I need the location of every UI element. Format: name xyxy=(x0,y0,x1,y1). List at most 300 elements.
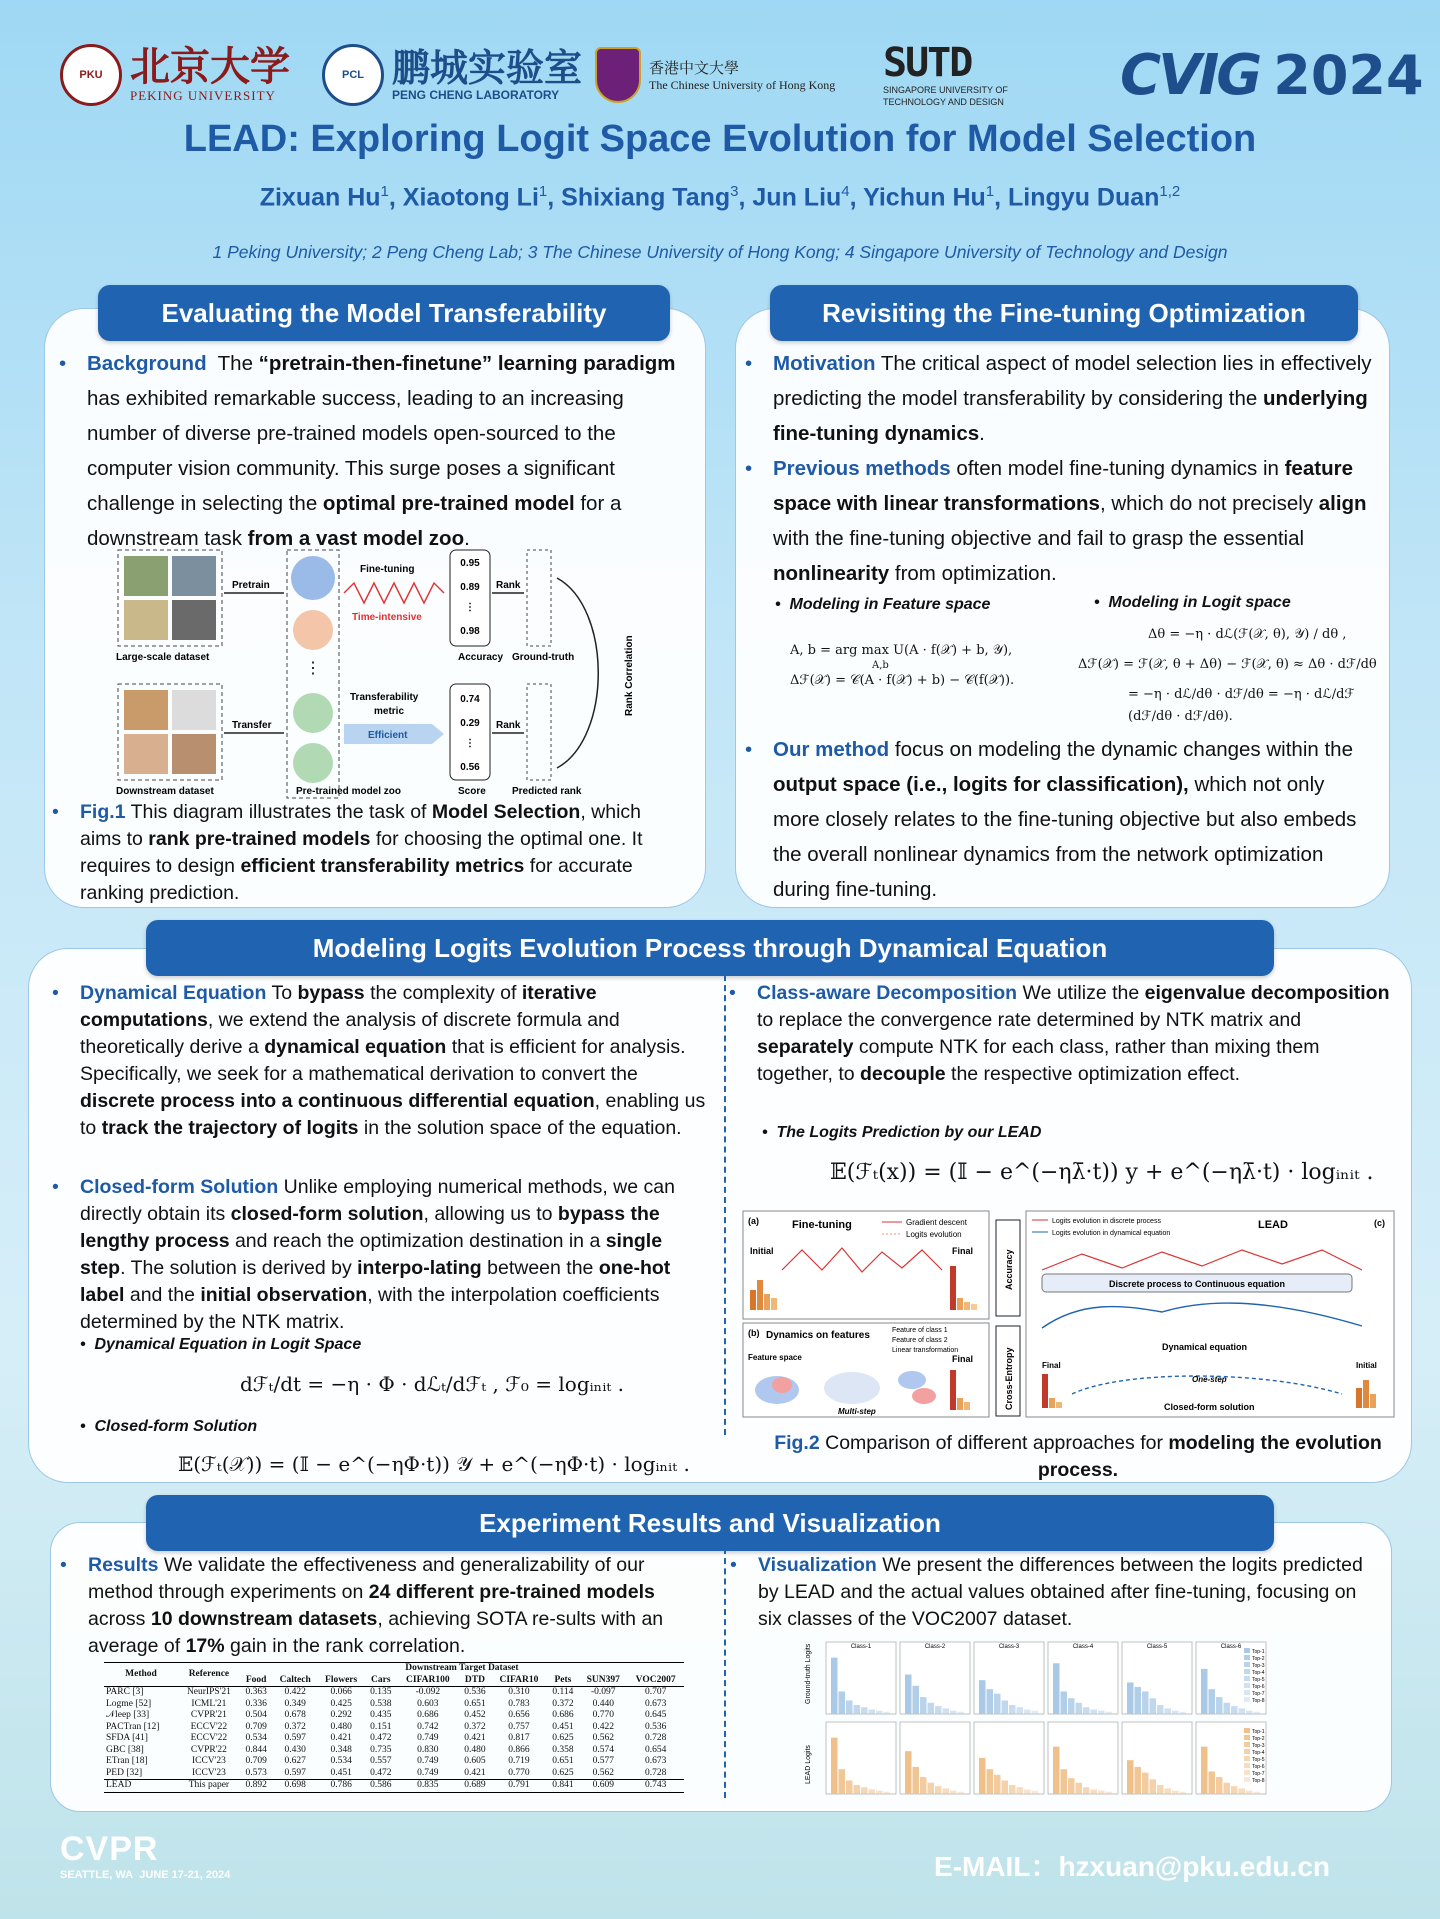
text-run: The xyxy=(217,352,259,375)
logit-bar xyxy=(1157,1785,1164,1794)
bullet-label: Closed-form Solution xyxy=(80,1176,279,1198)
contact-email[interactable]: E-MAIL：hzxuan@pku.edu.cn xyxy=(934,1851,1330,1882)
logit-bar xyxy=(1002,1700,1009,1714)
table-cell: 0.627 xyxy=(284,1756,306,1766)
bold-run: single step xyxy=(80,1230,663,1279)
cvpr-date: JUNE 17-21, 2024 xyxy=(139,1869,231,1881)
initial-label: Initial xyxy=(1356,1361,1377,1370)
table-cell: This paper xyxy=(188,1780,230,1790)
feature-space-label: • Modeling in Feature space xyxy=(775,596,991,613)
logit-bar xyxy=(1209,1771,1216,1794)
legend-label: Top-2 xyxy=(1252,1656,1265,1662)
column-divider xyxy=(724,975,726,1435)
text-run: the respective optimization effect. xyxy=(945,1063,1241,1085)
table-cell: Logme [52] xyxy=(106,1698,152,1709)
table-cell: 0.292 xyxy=(330,1710,352,1720)
table-cell: 0.451 xyxy=(330,1767,352,1778)
closed-form-label: Closed-form solution xyxy=(1164,1402,1255,1412)
text-run: , achieving SOTA re-sults with an average of xyxy=(88,1608,664,1657)
table-column-header: Flowers xyxy=(325,1674,358,1685)
table-cell: 0.651 xyxy=(552,1756,574,1766)
table-cell: -0.092 xyxy=(415,1687,441,1697)
table-cell: 0.770 xyxy=(508,1767,530,1778)
class-title: Class-5 xyxy=(1146,1644,1168,1650)
bold-run: nonlinearity xyxy=(773,562,890,585)
text-run: compute NTK for each class, rather than mixing them together, to xyxy=(757,1036,1320,1085)
table-cell: ECCV'22 xyxy=(190,1733,228,1743)
text-run: and reach the optimization destination in a xyxy=(229,1230,606,1252)
cuhk-name-en: The Chinese University of Hong Kong xyxy=(649,78,836,92)
table-cell: 0.757 xyxy=(508,1721,530,1732)
text-run: focus on modeling the dynamic changes within the xyxy=(889,738,1353,761)
text-run: We validate the effectiveness and generalizability of our method through experiments on xyxy=(88,1554,645,1603)
logit-bar xyxy=(854,1785,861,1794)
pretrain-label: Pretrain xyxy=(232,580,270,591)
legend-discrete-label: Logits evolution in discrete process xyxy=(1052,1218,1161,1225)
downstream-dataset-label: Downstream dataset xyxy=(116,786,214,797)
logit-bar xyxy=(1209,1689,1216,1714)
table-cell: 0.749 xyxy=(417,1756,439,1766)
logit-bar xyxy=(950,1711,957,1714)
class-title: Class-3 xyxy=(998,1644,1020,1650)
dataset-image xyxy=(172,734,216,774)
logit-bar xyxy=(846,1700,853,1714)
legend-label: Top-4 xyxy=(1252,1670,1265,1676)
table-cell: PARC [3] xyxy=(106,1687,144,1697)
table-cell: 0.866 xyxy=(508,1744,530,1755)
panel-letter: (b) xyxy=(748,1328,760,1338)
text-run: gain in the rank correlation. xyxy=(224,1635,466,1657)
class-title: Class-2 xyxy=(924,1644,946,1650)
multi-step-label: Multi-step xyxy=(838,1407,876,1416)
logit-bar xyxy=(869,1789,876,1794)
table-cell: 0.430 xyxy=(284,1744,306,1755)
table-cell: 0.422 xyxy=(284,1687,306,1697)
bold-run: interpo-lating xyxy=(357,1257,482,1279)
logit-bar xyxy=(935,1786,942,1794)
table-cell: 0.686 xyxy=(552,1710,574,1720)
cvpr-location: SEATTLE, WA xyxy=(60,1869,134,1881)
author-list: Zixuan Hu$^1$, Xiaotong Li$^1$, Shixiang Tang$^3$, Jun Liu$^4$, Yichun Hu$^1$, Lingyu Duan$^{1,2}$ xyxy=(259,183,1181,212)
logit-bar xyxy=(1246,1791,1253,1794)
table-cell: 0.735 xyxy=(370,1744,392,1755)
model-net-icon xyxy=(291,556,335,600)
logit-bar xyxy=(1246,1711,1253,1714)
table-cell: 0.892 xyxy=(245,1780,267,1790)
bold-run: optimal pre-trained model xyxy=(322,492,575,515)
text-run: Unlike employing numerical methods, we can directly obtain its xyxy=(80,1176,675,1225)
cuhk-logo xyxy=(595,40,835,110)
motivation-paragraph: • Motivation The critical aspect of model selection lies in effectively predicting the model transferability by considering the underlying fine-tuning dynamics. xyxy=(745,352,1372,445)
logit-bar xyxy=(884,1712,891,1714)
table-cell: 0.844 xyxy=(245,1744,267,1755)
bold-run: initial observation xyxy=(200,1284,368,1306)
cross-entropy-label: Cross-Entropy xyxy=(1004,1347,1014,1410)
author-name: Zixuan Hu xyxy=(259,183,381,212)
ellipsis-glyph: ⋮ xyxy=(305,660,321,677)
equation-line: A, b = arg max U(A · f(𝒳) + b, 𝒴), xyxy=(790,643,1013,658)
logit-bar xyxy=(987,1689,994,1714)
logit-space-label: • Modeling in Logit space xyxy=(1094,594,1291,611)
logit-bar xyxy=(928,1783,935,1794)
legend-swatch xyxy=(1244,1683,1250,1688)
class-title: Class-4 xyxy=(1072,1644,1094,1650)
legend-label: Top-7 xyxy=(1252,1691,1265,1697)
text-run: the complexity of xyxy=(364,982,522,1004)
text-run: , we extend the analysis of discrete formula and theoretically derive a xyxy=(80,1009,620,1058)
table-cell: LEAD xyxy=(106,1780,132,1790)
logit-bar xyxy=(1032,1711,1039,1714)
final-label: Final xyxy=(1042,1361,1061,1370)
column-divider xyxy=(724,1548,726,1798)
panel-letter: (a) xyxy=(748,1216,759,1226)
logit-bar xyxy=(876,1791,883,1794)
table-cell: 0.358 xyxy=(552,1744,574,1755)
bold-run: decouple xyxy=(860,1063,946,1085)
equation-line: Δθ = −η · dℒ(ℱ(𝒳, θ), 𝒴) / dθ , xyxy=(1148,627,1347,642)
logit-bar xyxy=(839,1769,846,1794)
table-cell: 0.452 xyxy=(464,1710,486,1720)
bullet-label: Our method xyxy=(773,738,890,761)
accuracy-label: Accuracy xyxy=(1004,1249,1014,1290)
bold-run: feature space with linear transformations xyxy=(773,457,1353,515)
legend-label: Top-2 xyxy=(1252,1736,1265,1742)
table-cell: NeurIPS'21 xyxy=(186,1687,231,1697)
text-run: which not only more closely relates to the fine-tuning objective but also embeds the overall nonlinear dynamics from the network optimization during fine-tuning. xyxy=(773,773,1357,901)
table-cell: 0.742 xyxy=(417,1721,439,1732)
legend-swatch xyxy=(1244,1676,1250,1681)
subheading-text: Closed-form Solution xyxy=(94,1418,258,1435)
logit-bar xyxy=(1061,1769,1068,1794)
table-cell: 0.597 xyxy=(284,1733,306,1743)
class-title: Class-1 xyxy=(850,1644,872,1650)
author-name: Lingyu Duan xyxy=(1008,183,1160,212)
author-sup: 1 xyxy=(985,183,995,200)
logit-bar xyxy=(1201,1747,1208,1794)
table-cell: 0.625 xyxy=(552,1733,574,1743)
logit-bar xyxy=(884,1792,891,1794)
text-run: with the fine-tuning objective and fail to grasp the essential xyxy=(773,527,1305,550)
text-run: , which aims to xyxy=(80,801,642,850)
table-cell: 0.728 xyxy=(644,1767,667,1778)
legend-label: Top-8 xyxy=(1252,1778,1265,1784)
logit-bar xyxy=(1150,1779,1157,1794)
table-column-header: Caltech xyxy=(279,1674,311,1685)
text-run: , with the interpolation coefficients determined by the NTK matrix. xyxy=(80,1284,660,1333)
text-run: This diagram illustrates the task of xyxy=(125,801,432,823)
logit-bar xyxy=(920,1697,927,1714)
rank-label: Rank xyxy=(496,720,521,731)
equation-line: Δℱ(𝒳) = ℱ(𝒳, θ + Δθ) − ℱ(𝒳, θ) ≈ Δθ · dℱ/dθ xyxy=(1078,657,1377,672)
feature-cloud-icon xyxy=(898,1371,926,1389)
discrete-to-continuous-label: Discrete process to Continuous equation xyxy=(1108,1279,1286,1289)
author-name: Shixiang Tang xyxy=(561,183,731,212)
table-row xyxy=(104,1722,684,1734)
bold-run: 10 downstream datasets xyxy=(150,1608,378,1630)
table-cell: 0.786 xyxy=(330,1780,352,1790)
legend-swatch xyxy=(1244,1742,1250,1747)
table-cell: 0.707 xyxy=(644,1687,667,1697)
logit-bar xyxy=(979,1758,986,1794)
bold-run: align xyxy=(1318,492,1367,515)
text-run: often model fine-tuning dynamics in xyxy=(950,457,1285,480)
table-row xyxy=(104,1699,684,1711)
table-cell: 0.770 xyxy=(592,1710,614,1720)
legend-label: Top-5 xyxy=(1252,1677,1265,1683)
bullet-label: Motivation xyxy=(773,352,876,375)
table-cell: 0.504 xyxy=(245,1710,267,1720)
sutd-name-line1: SINGAPORE UNIVERSITY OF xyxy=(883,85,1008,95)
table-cell: 0.536 xyxy=(464,1687,486,1697)
dataset-image xyxy=(124,734,168,774)
pku-name-cn: 北京大学 xyxy=(130,43,290,90)
table-cell: 0.577 xyxy=(592,1756,614,1766)
table-cell: PACTran [12] xyxy=(106,1721,160,1732)
table-cell: 0.422 xyxy=(592,1721,614,1732)
table-row xyxy=(104,1745,684,1757)
table-header: Downstream Target Dataset xyxy=(405,1663,519,1673)
accuracy-value: 0.89 xyxy=(460,582,480,593)
dataset-image xyxy=(124,600,168,640)
logit-bar xyxy=(1172,1711,1179,1714)
finetune-zigzag xyxy=(344,583,444,603)
table-cell: 0.835 xyxy=(417,1780,439,1790)
table-body xyxy=(104,1687,684,1793)
table-cell: 0.709 xyxy=(245,1756,267,1766)
logit-bar xyxy=(1024,1789,1031,1794)
section-title: Revisiting the Fine-tuning Optimization xyxy=(770,285,1358,341)
table-cell: 0.749 xyxy=(417,1733,439,1743)
text-run: that is efficient for analysis. Specifically, we seek for a mathematical derivation to convert the xyxy=(80,1036,686,1085)
fig2c-panel xyxy=(1026,1211,1394,1417)
ground-truth-box xyxy=(527,550,551,646)
logit-bar xyxy=(1231,1706,1238,1714)
legend-swatch xyxy=(1244,1697,1250,1702)
legend-swatch xyxy=(1244,1749,1250,1754)
legend-le-label: Logits evolution xyxy=(906,1230,962,1239)
fig2-caption xyxy=(758,1430,1398,1484)
table-cell: 0.557 xyxy=(370,1756,392,1766)
table-cell: 0.480 xyxy=(330,1721,352,1732)
table-cell: 0.425 xyxy=(330,1698,352,1709)
dynamical-equation: dℱₜ/dt = −η · Φ · dℒₜ/dℱₜ , ℱ₀ = logᵢₙᵢₜ . xyxy=(240,1372,624,1396)
affiliations: 1 Peking University; 2 Peng Cheng Lab; 3 The Chinese University of Hong Kong; 4 Singapore University of Technology and Design xyxy=(212,242,1228,262)
model-zoo-label: Pre-trained model zoo xyxy=(296,786,402,797)
text-run: We present the differences between the logits predicted by LEAD and the actual values obtained after fine-tuning, focusing on six classes of the VOC2007 dataset. xyxy=(758,1554,1363,1630)
logit-bar xyxy=(861,1787,868,1794)
table-cell: ICCV'23 xyxy=(191,1756,226,1766)
table-cell: 0.651 xyxy=(464,1698,486,1709)
fig2-evolution-diagram xyxy=(742,1210,1398,1420)
logit-bar xyxy=(1091,1709,1098,1714)
table-cell: 0.421 xyxy=(464,1767,486,1778)
logit-bar xyxy=(1009,1705,1016,1714)
table-cell: -0.097 xyxy=(590,1687,616,1697)
table-header: Method xyxy=(125,1668,157,1679)
text-run: between the xyxy=(481,1257,599,1279)
text-run: and the xyxy=(124,1284,201,1306)
pcl-name-en: PENG CHENG LABORATORY xyxy=(392,88,560,102)
author-name: Xiaotong Li xyxy=(402,183,539,212)
score-label: Score xyxy=(458,786,486,797)
score-value: ⋮ xyxy=(465,738,475,749)
bold-run: one-hot label xyxy=(80,1257,671,1306)
text-run: has exhibited remarkable success, leading to an increasing number of diverse pre-trained models open-sourced to the computer vision community. This surge poses a significant challenge in selecting the xyxy=(87,387,624,515)
legend-label: Top-5 xyxy=(1252,1757,1265,1763)
bold-run: separately xyxy=(757,1036,854,1058)
initial-label: Initial xyxy=(750,1246,774,1256)
bold-run: closed-form solution xyxy=(230,1203,424,1225)
bullet-label: Class-aware Decomposition xyxy=(757,982,1018,1004)
metric-label: Transferability xyxy=(350,692,419,703)
bold-run: 24 different pre-trained models xyxy=(368,1581,655,1603)
table-cell: 0.783 xyxy=(508,1698,530,1709)
logit-bar xyxy=(869,1709,876,1714)
author-sup: 1,2 xyxy=(1159,183,1181,200)
legend-class2-label: Feature of class 2 xyxy=(892,1337,948,1344)
logit-bar xyxy=(1165,1788,1172,1794)
logit-bar xyxy=(1076,1783,1083,1794)
eq2-label: • Closed-form Solution xyxy=(80,1418,258,1435)
logit-bar xyxy=(1142,1773,1149,1794)
logit-bar xyxy=(854,1705,861,1714)
text-run: , which do not precisely xyxy=(1099,492,1319,515)
table-row xyxy=(104,1780,684,1793)
logit-bar xyxy=(1254,1712,1261,1714)
table-cell: 0.472 xyxy=(370,1733,392,1743)
table-header-row xyxy=(104,1663,684,1675)
score-value: 0.56 xyxy=(460,762,480,773)
logit-bar xyxy=(1165,1708,1172,1714)
logit-bar xyxy=(1201,1669,1208,1714)
table-cell: 0.421 xyxy=(330,1733,352,1743)
caption-label: Fig.2 xyxy=(774,1432,820,1454)
author-sup: 1 xyxy=(380,183,389,200)
class-title: Class-6 xyxy=(1220,1644,1242,1650)
table-cell: CVPR'22 xyxy=(190,1744,227,1755)
logit-bar xyxy=(1127,1760,1134,1794)
logit-bar xyxy=(1024,1709,1031,1714)
author-name: Yichun Hu xyxy=(863,183,986,212)
finetuning-label: Fine-tuning xyxy=(792,1219,852,1231)
metric-label: metric xyxy=(374,706,405,717)
table-row xyxy=(104,1710,684,1722)
legend-swatch xyxy=(1244,1777,1250,1782)
sutd-name-line2: TECHNOLOGY AND DESIGN xyxy=(883,97,1004,107)
legend-label: Top-1 xyxy=(1252,1649,1265,1655)
table-row xyxy=(104,1756,684,1768)
logit-bar xyxy=(839,1691,846,1714)
bold-run: efficient transferability metrics xyxy=(240,855,525,877)
logit-bar xyxy=(913,1686,920,1714)
table-row xyxy=(104,1687,684,1699)
table-cell: 0.451 xyxy=(552,1721,574,1732)
logit-bar xyxy=(979,1680,986,1714)
accuracy-value: 0.95 xyxy=(460,558,480,569)
logit-bar xyxy=(1083,1707,1090,1714)
logit-bar xyxy=(1239,1788,1246,1794)
logit-bar xyxy=(831,1658,838,1714)
table-cell: 0.645 xyxy=(644,1710,667,1720)
table-row xyxy=(104,1768,684,1780)
cuhk-crest-icon xyxy=(595,47,641,103)
table-column-header: DTD xyxy=(464,1674,485,1685)
table-cell: 0.435 xyxy=(370,1710,392,1720)
bold-run: dynamical equation xyxy=(264,1036,447,1058)
table-cell: PED [32] xyxy=(106,1767,143,1778)
conference-mark: CVIG xyxy=(1120,42,1260,108)
logit-bar xyxy=(1032,1791,1039,1794)
rank-correlation-arc xyxy=(557,578,598,768)
equation-subscript: A,b xyxy=(872,660,889,671)
table-cell: 0.656 xyxy=(508,1710,530,1720)
table-cell: 0.678 xyxy=(284,1710,306,1720)
table-cell: 0.586 xyxy=(370,1780,392,1790)
table-cell: CVPR'21 xyxy=(190,1710,227,1720)
eq1-label: • Dynamical Equation in Logit Space xyxy=(80,1336,362,1353)
dynamics-features-label: Dynamics on features xyxy=(766,1330,870,1341)
bold-run: eigenvalue decomposition xyxy=(1144,982,1390,1004)
table-column-header: CIFAR100 xyxy=(406,1674,450,1685)
logit-bar xyxy=(1106,1712,1113,1714)
text-run: Comparison of different approaches for xyxy=(819,1432,1169,1454)
text-run: , enabling us to xyxy=(80,1090,706,1139)
table-cell: ETran [18] xyxy=(106,1756,148,1766)
bold-run: discrete process into a continuous differential equation xyxy=(80,1090,595,1112)
logit-bar xyxy=(1135,1767,1142,1794)
text-run: . The solution is derived by xyxy=(120,1257,358,1279)
feature-cloud-icon xyxy=(772,1377,792,1393)
subheading-text: Modeling in Feature space xyxy=(789,596,991,613)
legend-continuous-label: Logits evolution in dynamical equation xyxy=(1052,1230,1171,1237)
section-title: Modeling Logits Evolution Process through Dynamical Equation xyxy=(146,920,1274,976)
logit-bar xyxy=(1053,1663,1060,1714)
author-sup: 3 xyxy=(730,183,739,200)
legend-label: Top-7 xyxy=(1252,1771,1265,1777)
logit-bar xyxy=(1231,1786,1238,1794)
logit-bar xyxy=(1061,1691,1068,1714)
table-cell: 0.066 xyxy=(330,1687,352,1697)
section-title: Experiment Results and Visualization xyxy=(146,1495,1274,1551)
lead-prediction-label: • The Logits Prediction by our LEAD xyxy=(762,1124,1042,1141)
subheading-text: Modeling in Logit space xyxy=(1108,594,1291,611)
dataset-image xyxy=(172,600,216,640)
text-run: across xyxy=(88,1608,151,1630)
final-label: Final xyxy=(952,1246,974,1256)
logit-bar xyxy=(1142,1691,1149,1714)
text-run: to replace the convergence rate determined by NTK matrix and xyxy=(757,1009,1302,1031)
logit-bar xyxy=(1068,1698,1075,1714)
table-cell: 0.574 xyxy=(592,1744,614,1755)
table-cell: 0.336 xyxy=(245,1698,267,1709)
subheading-text: Dynamical Equation in Logit Space xyxy=(94,1336,362,1353)
logit-bar xyxy=(950,1791,957,1794)
table-cell: 0.372 xyxy=(552,1698,574,1709)
lead-equation: 𝔼(ℱₜ(x)) = (𝕀 − e^(−ηλ̄·t)) y + e^(−ηλ̄·t) · logᵢₙᵢₜ . xyxy=(830,1160,1374,1185)
table-cell: 0.562 xyxy=(592,1767,614,1778)
logit-bar xyxy=(1017,1787,1024,1794)
table-cell: 0.538 xyxy=(370,1698,392,1709)
logit-bar xyxy=(1180,1712,1187,1714)
author-sup: 1 xyxy=(538,183,548,200)
table-column-header: CIFAR10 xyxy=(499,1674,539,1685)
table-cell: 0.603 xyxy=(417,1698,439,1709)
legend-class1-label: Feature of class 1 xyxy=(892,1327,948,1334)
text-run: for accurate ranking prediction. xyxy=(80,855,633,904)
previous-methods-paragraph: • Previous methods often model fine-tuning dynamics in feature space with linear transformations, which do not precisely align with the fine-tuning objective and fail to grasp the essential nonlinearity from optimization. xyxy=(745,457,1367,585)
bold-run: from a vast model zoo xyxy=(247,527,465,550)
conference-year: 2024 xyxy=(1273,43,1424,107)
